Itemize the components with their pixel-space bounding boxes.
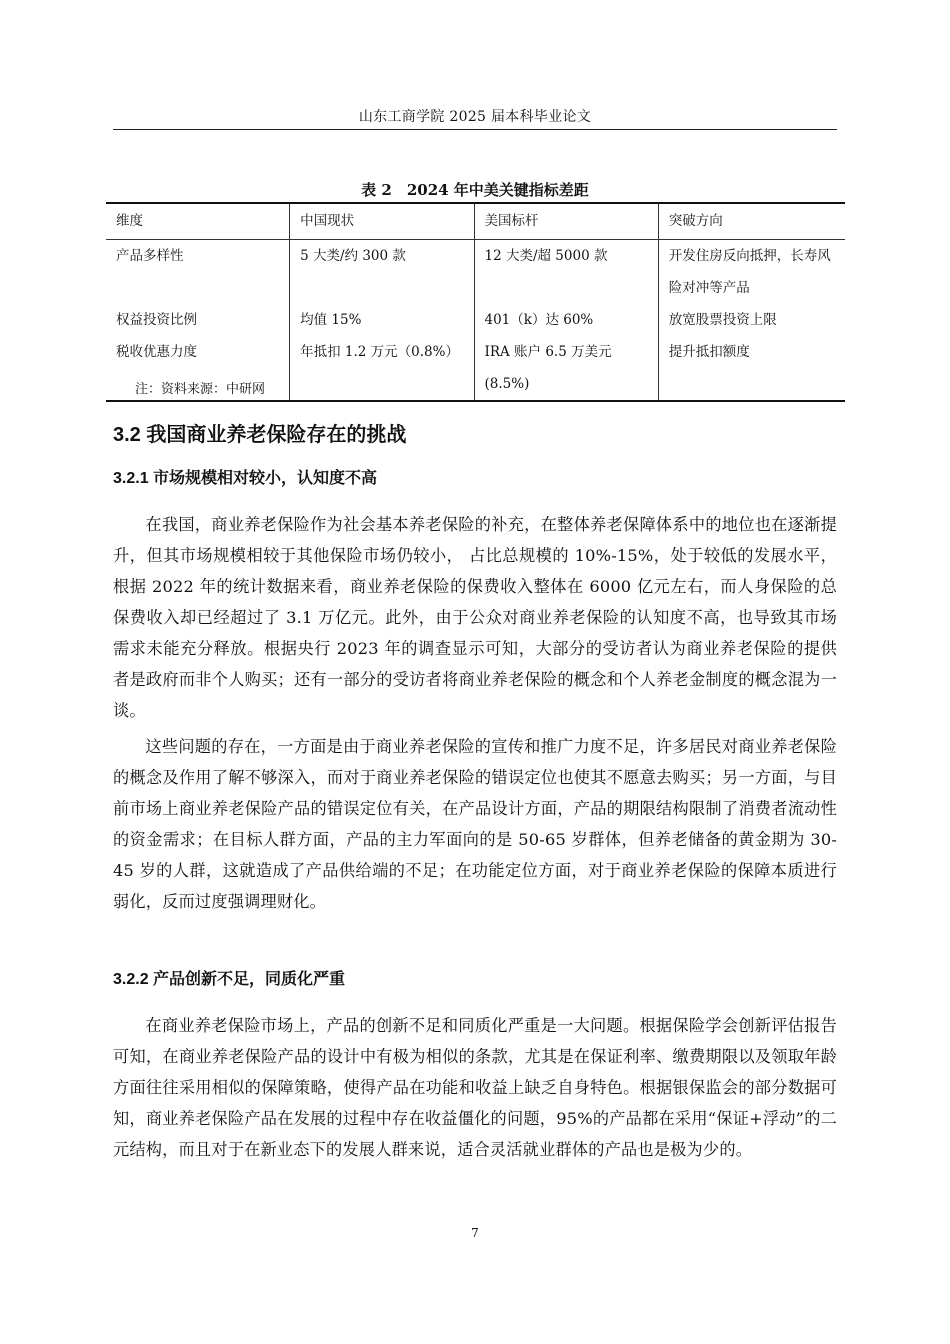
page-number: 7: [471, 1226, 479, 1240]
table-note: 注：资料来源：中研网: [135, 382, 266, 397]
table-cell: 401（k）达 60%: [474, 304, 658, 336]
table-row: [106, 240, 845, 305]
column-header: 美国标杆: [474, 203, 658, 240]
table-cell: 权益投资比例: [116, 312, 197, 328]
table-row: [106, 304, 845, 336]
subsection-title: 3.2.1 市场规模相对较小，认知度不高: [113, 470, 378, 487]
paragraph: 在我国，商业养老保险作为社会基本养老保险的补充，在整体养老保障体系中的地位也在逐渐提升，但其市场规模相较于其他保险市场仍较小， 占比总规模的 10%-15%，处于较低的发展水平，根据 2022 年的统计数据来看，商业养老保险的保费收入整体在 6000 亿元左右，而人身保险的总保费收入却已经超过了 3.1 万亿元。此外，由于公众对商业养老保险的认知度不高，也导致其市场需求未能充分释放。根据央行 2023 年的调查显示可知，大部分的受访者认为商业养老保险的提供者是政府而非个人购买；还有一部分的受访者将商业养老保险的概念和个人养老金制度的概念混为一谈。: [113, 515, 837, 720]
paragraph: 这些问题的存在，一方面是由于商业养老保险的宣传和推广力度不足，许多居民对商业养老保险的概念及作用了解不够深入，而对于商业养老保险的错误定位也使其不愿意去购买；另一方面，与目前市场上商业养老保险产品的错误定位有关，在产品设计方面，产品的期限结构限制了消费者流动性的资金需求；在目标人群方面，产品的主力军面向的是 50-65 岁群体，但养老储备的黄金期为 30-45 岁的人群，这就造成了产品供给端的不足；在功能定位方面，对于商业养老保险的保障本质进行弱化，反而过度强调理财化。: [113, 737, 837, 911]
paragraph: 在商业养老保险市场上，产品的创新不足和同质化严重是一大问题。根据保险学会创新评估报告可知，在商业养老保险产品的设计中有极为相似的条款，尤其是在保证利率、缴费期限以及领取年龄方面往往采用相似的保障策略，使得产品在功能和收益上缺乏自身特色。根据银保监会的部分数据可知，商业养老保险产品在发展的过程中存在收益僵化的问题，95%的产品都在采用“保证+浮动”的二元结构，而且对于在新业态下的发展人群来说，适合灵活就业群体的产品也是极为少的。: [113, 1016, 837, 1159]
table-cell: 提升抵扣额度: [658, 336, 845, 401]
table-cell: 放宽股票投资上限: [658, 304, 845, 336]
column-header: 突破方向: [658, 203, 845, 240]
section-title: 3.2 我国商业养老保险存在的挑战: [113, 424, 407, 446]
table-cell: 12 大类/超 5000 款: [474, 240, 658, 305]
table-cell: 年抵扣 1.2 万元（0.8%）: [290, 336, 474, 401]
subsection-title: 3.2.2 产品创新不足，同质化严重: [113, 971, 346, 988]
table-cell: IRA 账户 6.5 万美元(8.5%): [474, 336, 658, 401]
table-cell: 开发住房反向抵押，长寿风险对冲等产品: [658, 240, 845, 305]
running-header: 山东工商学院 2025 届本科毕业论文: [358, 109, 592, 125]
table-cell: 税收优惠力度: [116, 344, 197, 360]
table-header-row: [106, 203, 845, 240]
table-caption: 表 2 2024 年中美关键指标差距: [361, 181, 589, 199]
table-cell: 5 大类/约 300 款: [290, 240, 474, 305]
table-cell: 产品多样性: [116, 248, 184, 264]
table-cell: 均值 15%: [290, 304, 474, 336]
column-header: 维度: [116, 213, 143, 229]
column-header: 中国现状: [290, 203, 474, 240]
indicator-gap-table: [106, 202, 845, 402]
header-rule: [113, 129, 837, 130]
